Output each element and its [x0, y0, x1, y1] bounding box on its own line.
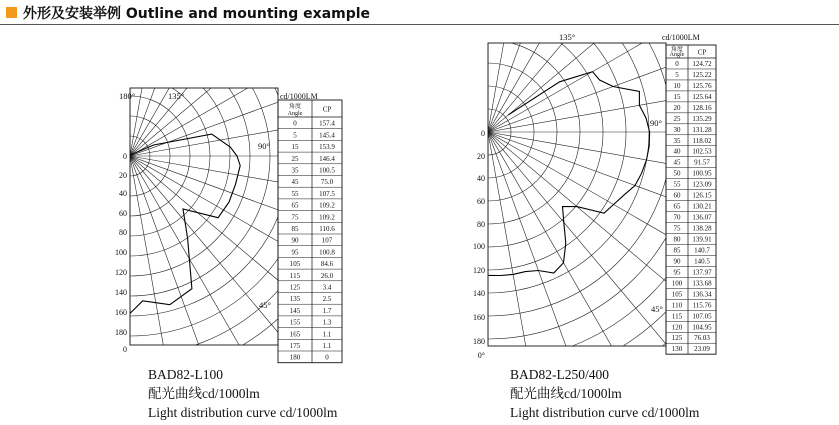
- table-cell-cp: 100.95: [692, 169, 712, 178]
- table-cell-angle: 75: [673, 224, 681, 233]
- table-cell-angle: 30: [673, 125, 681, 134]
- table-header-angle: 角度: [670, 47, 684, 53]
- table-cell-angle: 15: [673, 92, 681, 101]
- table-cell-cp: 133.68: [692, 279, 712, 288]
- table-cell-cp: 130.21: [692, 202, 712, 211]
- unit-label: cd/1000LM: [662, 33, 700, 42]
- grid-ring: [0, 0, 410, 425]
- table-cell-angle: 105: [289, 260, 301, 269]
- table-row: [674, 93, 713, 101]
- axis-label-120: 120: [115, 268, 127, 277]
- table-row: [674, 82, 713, 90]
- table-cell-angle: 75: [291, 213, 299, 222]
- table-cell-angle: 55: [673, 180, 681, 189]
- table-cell-cp: 84.6: [320, 260, 334, 269]
- table-cell-angle: 145: [289, 306, 301, 315]
- axis-label-140: 140: [473, 289, 485, 298]
- table-cell-angle: 95: [673, 268, 681, 277]
- table-cell-angle: 0: [293, 119, 297, 128]
- table-cell-cp: 137.97: [692, 268, 712, 277]
- table-cell-angle: 70: [673, 213, 681, 222]
- table-cell-cp: 109.2: [319, 201, 335, 210]
- model-name: BAD82-L250/400: [510, 367, 609, 382]
- table-cell-angle: 115: [671, 312, 683, 321]
- table-cell-angle: 115: [289, 271, 301, 280]
- axis-label-40: 40: [477, 174, 485, 183]
- axis-label-100: 100: [115, 248, 127, 257]
- table-cell-angle: 95: [291, 248, 299, 257]
- table-cell-angle: 175: [289, 342, 301, 350]
- chart-frame: [488, 43, 666, 346]
- table-row: [674, 203, 713, 211]
- table-cell-cp: 138.28: [692, 224, 712, 233]
- axis-label-40: 40: [119, 189, 127, 198]
- table-cell-angle: 20: [673, 103, 681, 112]
- grid-radial: [488, 132, 839, 212]
- axis-label-0: 0: [481, 129, 485, 138]
- table-cell-angle: 15: [291, 143, 299, 152]
- table-header-angle-en: Angle: [287, 111, 303, 117]
- table-cell-cp: 157.4: [319, 119, 335, 128]
- table-row: [674, 225, 713, 233]
- table-row: [672, 312, 712, 320]
- table-cell-angle: 25: [291, 154, 299, 163]
- table-cell-angle: 125: [289, 283, 301, 292]
- table-cell-angle: 35: [291, 166, 299, 175]
- axis-label-60: 60: [119, 209, 127, 218]
- table-row: [674, 115, 713, 123]
- polar-chart-l250: [470, 28, 730, 360]
- axis-label-0: 0: [123, 152, 127, 161]
- axis-label-100: 100: [473, 242, 485, 251]
- table-cell-angle: 65: [291, 201, 299, 210]
- table-cell-angle: 110: [671, 301, 683, 310]
- table-cell-angle: 25: [673, 114, 681, 123]
- section-title: 外形及安装举例 Outline and mounting example: [23, 6, 371, 22]
- table-cell-cp: 125.64: [692, 92, 712, 101]
- axis-label-80: 80: [477, 220, 485, 229]
- table-cell-angle: 55: [291, 189, 299, 198]
- table-cell-cp: 126.15: [692, 191, 712, 200]
- table-row: [672, 279, 712, 287]
- grid-ring: [0, 0, 290, 316]
- table-row: [674, 235, 713, 243]
- axis-label-180: 180: [473, 337, 485, 346]
- table-cell-cp: 125.22: [692, 70, 712, 79]
- table-cell-angle: 155: [289, 318, 301, 327]
- table-cell-cp: 1.3: [322, 318, 332, 327]
- polar-chart-l100: [0, 88, 350, 362]
- table-cell-angle: 80: [673, 235, 681, 244]
- polar-chart-svg: [0, 88, 350, 362]
- table-cell-cp: 140.7: [694, 246, 710, 255]
- unit-label: cd/1000LM: [280, 92, 318, 101]
- intensity-table: [666, 45, 716, 354]
- table-cell-angle: 135: [289, 295, 301, 304]
- table-row: [672, 301, 712, 309]
- caption-cn: 配光曲线cd/1000lm: [510, 386, 622, 401]
- table-cell-cp: 107: [321, 236, 333, 245]
- table-cell-cp: 100.5: [319, 166, 335, 175]
- table-cell-cp: 125.76: [692, 81, 712, 90]
- table-row: [674, 137, 712, 145]
- table-cell-cp: 1.7: [322, 306, 332, 315]
- angle-label-90: 90°: [258, 141, 270, 151]
- grid-ring: [0, 0, 310, 339]
- table-cell-angle: 60: [673, 191, 681, 200]
- table-cell-angle: 90: [291, 236, 299, 245]
- table-cell-angle: 65: [673, 202, 681, 211]
- table-cell-angle: 5: [293, 131, 297, 140]
- table-cell-cp: 23.09: [694, 345, 710, 354]
- table-cell-cp: 1.1: [322, 330, 332, 339]
- table-cell-cp: 3.4: [322, 283, 332, 292]
- axis-label-140: 140: [115, 288, 127, 297]
- caption-l250: [510, 365, 699, 422]
- table-row: [674, 148, 713, 156]
- caption-cn: 配光曲线cd/1000lm: [148, 386, 260, 401]
- table-cell-cp: 75.0: [320, 178, 334, 187]
- table-cell-cp: 109.2: [319, 213, 335, 222]
- table-header-angle: 角度: [288, 104, 302, 110]
- table-cell-cp: 1.1: [322, 342, 332, 350]
- table-cell-angle: 100: [671, 279, 683, 288]
- angle-label-135: 135°: [168, 91, 185, 101]
- angle-label-45: 45°: [651, 304, 663, 314]
- table-row: [672, 290, 712, 298]
- table-cell-cp: 145.4: [319, 131, 335, 140]
- table-row: [672, 323, 712, 331]
- table-cell-angle: 85: [291, 225, 299, 233]
- table-row: [674, 181, 713, 189]
- axis-label-160: 160: [115, 308, 127, 317]
- table-cell-cp: 146.4: [319, 154, 335, 163]
- section-header: [0, 0, 839, 26]
- table-cell-cp: 26.0: [320, 271, 334, 280]
- table-cell-cp: 76.03: [694, 334, 710, 343]
- table-cell-cp: 123.09: [692, 180, 712, 189]
- table-row: [674, 126, 713, 134]
- axis-label-60: 60: [477, 197, 485, 206]
- grid-radial: [488, 52, 839, 132]
- angle-label-90: 90°: [650, 118, 662, 128]
- table-cell-cp: 118.02: [692, 136, 712, 145]
- table-cell-angle: 90: [673, 257, 681, 266]
- table-row: [674, 214, 713, 222]
- orange-square-icon: [6, 7, 17, 18]
- table-cell-angle: 105: [671, 290, 683, 299]
- axis-label-0-bottom: 0: [123, 345, 127, 354]
- table-cell-cp: 140.5: [694, 257, 710, 266]
- axis-label-0-bottom: 0°: [477, 351, 485, 360]
- table-cell-angle: 50: [673, 169, 681, 178]
- table-cell-angle: 0: [675, 59, 679, 68]
- table-cell-cp: 136.34: [692, 290, 712, 299]
- table-cell-angle: 125: [671, 334, 683, 343]
- table-cell-cp: 107.5: [319, 189, 335, 198]
- table-cell-angle: 40: [673, 147, 681, 156]
- table-cell-cp: 153.9: [319, 143, 335, 152]
- axis-label-20: 20: [477, 152, 485, 161]
- caption-en: Light distribution curve cd/1000lm: [148, 405, 338, 420]
- table-cell-angle: 120: [671, 323, 683, 332]
- model-name: BAD82-L100: [148, 367, 223, 382]
- table-cell-cp: 2.5: [322, 295, 332, 304]
- grid-radial: [488, 132, 839, 289]
- table-row: [674, 268, 713, 276]
- table-cell-cp: 128.16: [692, 103, 712, 112]
- light-curve: [130, 134, 240, 313]
- intensity-table: [278, 100, 342, 363]
- table-cell-cp: 136.07: [692, 213, 712, 222]
- table-row: [674, 192, 713, 200]
- axis-label-20: 20: [119, 171, 127, 180]
- table-cell-cp: 100.8: [319, 248, 335, 257]
- caption-l100: [148, 365, 337, 422]
- table-row: [674, 170, 713, 178]
- table-header-angle-en: Angle: [669, 52, 685, 58]
- table-cell-angle: 45: [291, 178, 299, 187]
- table-cell-angle: 130: [671, 345, 683, 354]
- table-cell-cp: 107.05: [692, 312, 712, 321]
- table-header-cp: CP: [697, 48, 707, 57]
- table-cell-cp: 0: [325, 353, 329, 362]
- table-cell-angle: 165: [289, 330, 301, 339]
- table-cell-cp: 131.28: [692, 125, 712, 134]
- table-cell-angle: 180: [289, 353, 301, 362]
- grid-radial: [488, 132, 839, 362]
- angle-label-135: 135°: [559, 32, 576, 42]
- table-cell-cp: 135.29: [692, 114, 712, 123]
- table-row: [674, 104, 713, 112]
- table-cell-angle: 85: [673, 246, 681, 255]
- distribution-curve: [130, 134, 240, 313]
- table-cell-angle: 45: [673, 158, 681, 167]
- axis-label-120: 120: [473, 266, 485, 275]
- table-header-cp: CP: [322, 105, 332, 114]
- table-cell-angle: 35: [673, 136, 681, 145]
- table-cell-cp: 124.72: [692, 59, 712, 68]
- table-cell-cp: 110.6: [319, 225, 335, 233]
- axis-label-80: 80: [119, 228, 127, 237]
- table-cell-cp: 115.76: [692, 301, 712, 310]
- header-divider: [0, 24, 839, 25]
- table-cell-cp: 104.95: [692, 323, 712, 332]
- axis-label-180: 180: [115, 328, 127, 337]
- angle-label-180: 180°: [119, 91, 136, 101]
- table-cell-cp: 139.91: [692, 235, 712, 244]
- table-cell-angle: 10: [673, 81, 681, 90]
- table-cell-angle: 5: [675, 70, 679, 79]
- caption-en: Light distribution curve cd/1000lm: [510, 405, 700, 420]
- axis-label-160: 160: [473, 313, 485, 322]
- table-cell-cp: 91.57: [694, 158, 710, 167]
- table-cell-cp: 102.53: [692, 147, 712, 156]
- polar-chart-svg: [470, 28, 730, 360]
- angle-label-45: 45°: [259, 300, 271, 310]
